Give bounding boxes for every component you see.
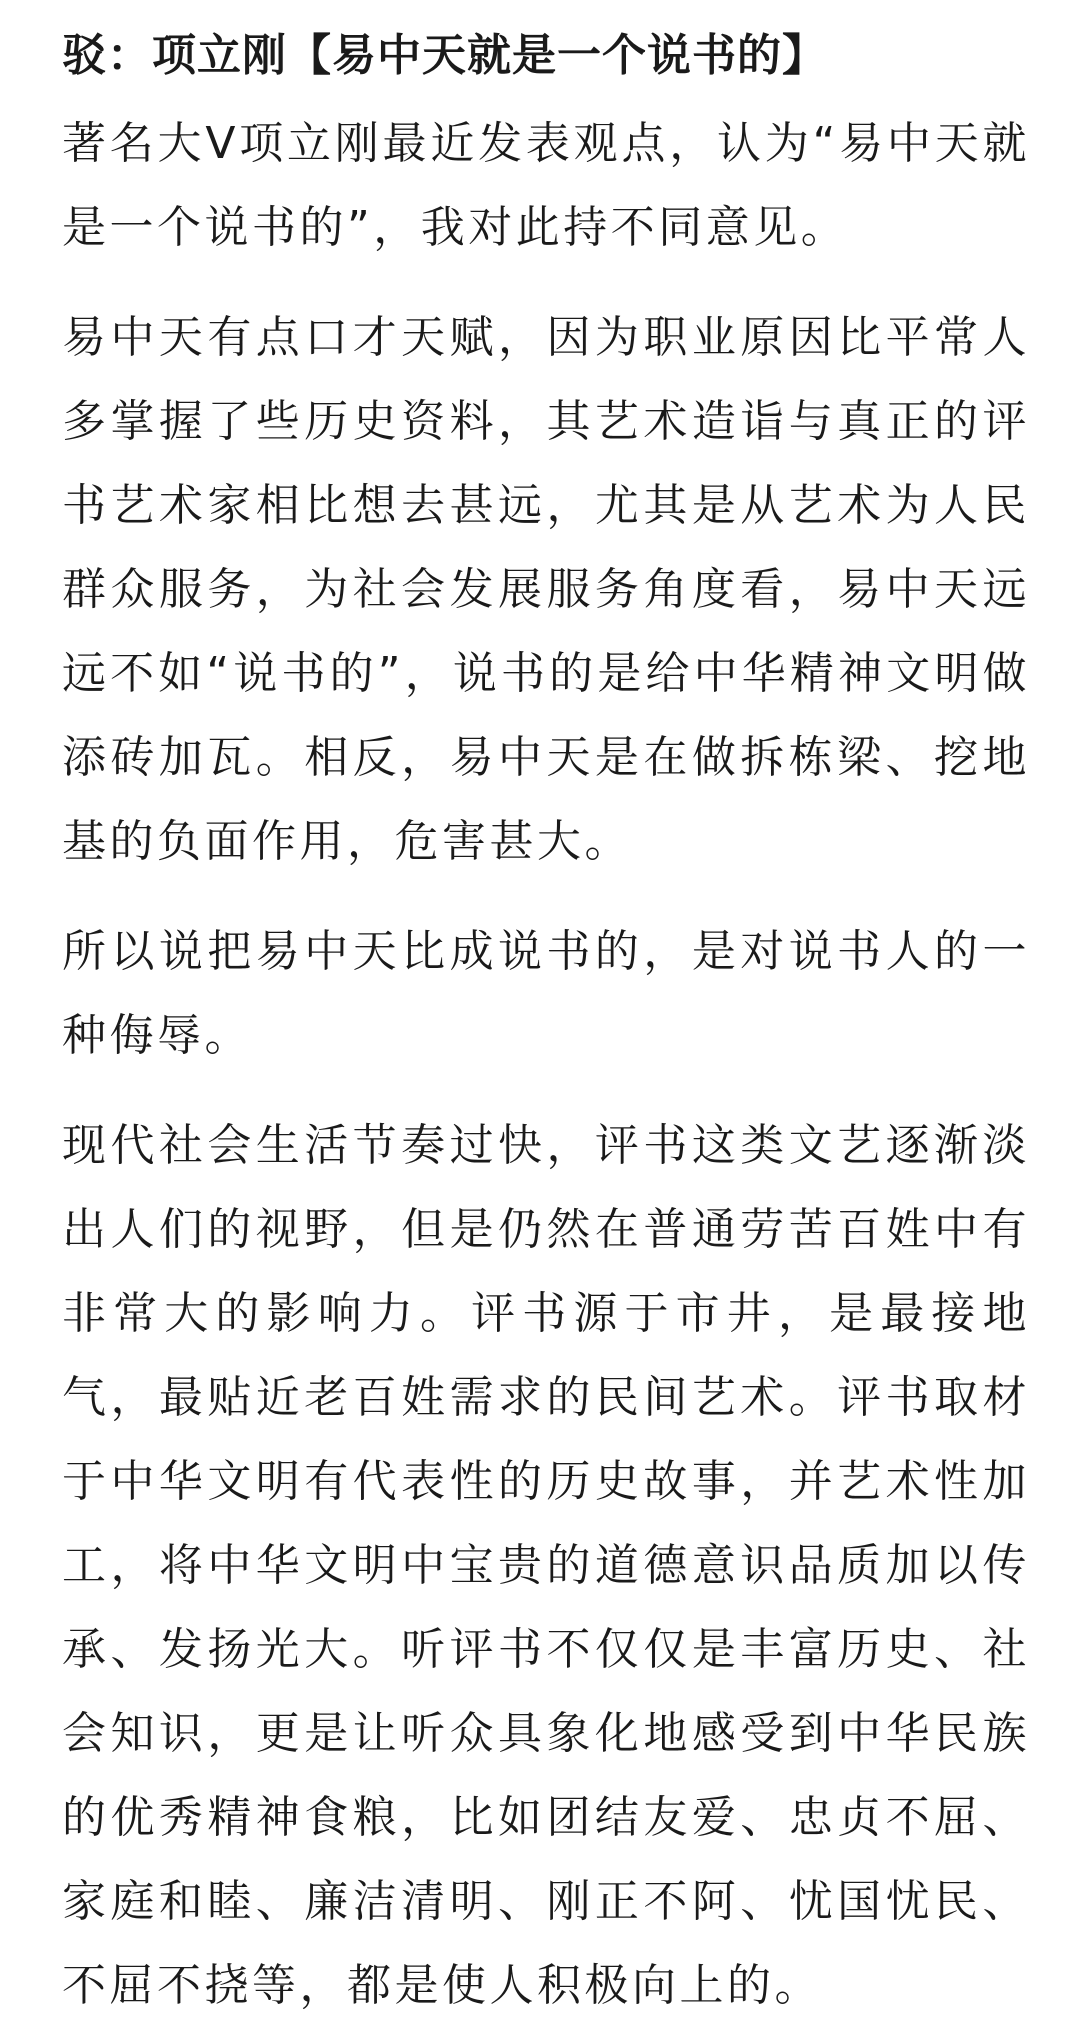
spacer	[62, 270, 1030, 296]
paragraph-3: 所以说把易中天比成说书的，是对说书人的一种侮辱。	[62, 926, 1030, 1061]
article-title: 驳：项立刚【易中天就是一个说书的】	[62, 30, 827, 81]
paragraph-2: 易中天有点口才天赋，因为职业原因比平常人多掌握了些历史资料，其艺术造诣与真正的评书艺术家相比想去甚远，尤其是从艺术为人民群众服务，为社会发展服务角度看，易中天远远不如“说书的”，说书的是给中华精神文明做添砖加瓦。相反，易中天是在做拆栋梁、挖地基的负面作用，危害甚大。	[62, 312, 1030, 867]
spacer	[62, 884, 1030, 910]
article	[62, 14, 1030, 2028]
paragraph-4: 现代社会生活节奏过快，评书这类文艺逐渐淡出人们的视野，但是仍然在普通劳苦百姓中有非常大的影响力。评书源于市井，是最接地气，最贴近老百姓需求的民间艺术。评书取材于中华文明有代表性的历史故事，并艺术性加工，将中华文明中宝贵的道德意识品质加以传承、发扬光大。听评书不仅仅是丰富历史、社会知识，更是让听众具象化地感受到中华民族的优秀精神食粮，比如团结友爱、忠贞不屈、家庭和睦、廉洁清明、刚正不阿、忧国忧民、不屈不挠等，都是使人积极向上的。	[62, 1120, 1030, 2011]
paragraph-1: 著名大V项立刚最近发表观点，认为“易中天就是一个说书的”，我对此持不同意见。	[62, 118, 1030, 253]
spacer	[62, 1078, 1030, 1104]
